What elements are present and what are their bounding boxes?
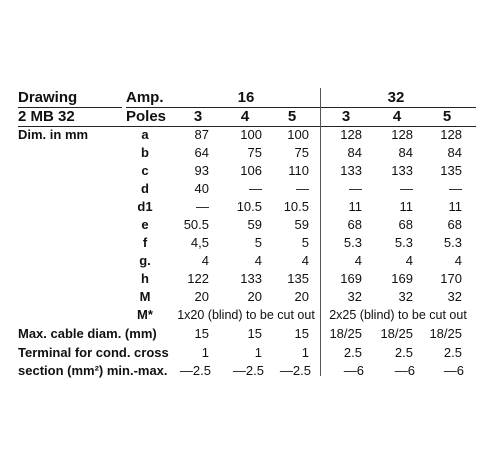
dimension-value: 100 [287, 127, 309, 142]
dimension-value: — [400, 181, 413, 196]
dimension-value: 128 [340, 127, 362, 142]
dimension-label: M [139, 289, 151, 304]
dimension-value: — [296, 181, 309, 196]
dim-label: Dim. in mm [18, 127, 89, 142]
terminal-max-value: —6 [443, 363, 464, 378]
dimension-value: 4 [201, 253, 209, 268]
dimension-value: 68 [398, 217, 413, 232]
poles-header: 3 [193, 108, 203, 125]
poles-header: 5 [442, 108, 452, 125]
terminal-min-value: 1 [301, 345, 309, 360]
dimension-value: 135 [440, 163, 462, 178]
terminal-min-value: 2.5 [394, 345, 413, 360]
dimension-value: 68 [447, 217, 462, 232]
dimension-label: h [141, 271, 149, 286]
dimension-value: 32 [347, 289, 362, 304]
mstar-label: M* [137, 307, 153, 322]
dimension-value: 170 [440, 271, 462, 286]
cable-value: 15 [194, 326, 209, 341]
dimension-label: f [142, 235, 148, 250]
dimension-value: 10.5 [236, 199, 262, 214]
dimension-label: d [141, 181, 149, 196]
dimension-label: b [141, 145, 149, 160]
dimension-value: 10.5 [283, 199, 309, 214]
terminal-max-value: —2.5 [179, 363, 211, 378]
dimension-value: 59 [294, 217, 309, 232]
amp-label: Amp. [126, 89, 164, 106]
dimension-value: 5 [254, 235, 262, 250]
terminal-label-2: section (mm²) min.-max. [18, 363, 168, 378]
dimension-value: 64 [194, 145, 209, 160]
dimension-value: 20 [247, 289, 262, 304]
dimension-value: 100 [240, 127, 262, 142]
terminal-max-value: —2.5 [279, 363, 311, 378]
dimension-value: 4 [301, 253, 309, 268]
cable-value: 15 [247, 326, 262, 341]
dimension-value: 11 [399, 199, 413, 214]
cable-value: 15 [294, 326, 309, 341]
drawing-value: 2 MB 32 [18, 108, 75, 125]
poles-header: 5 [287, 108, 297, 125]
terminal-min-value: 1 [201, 345, 209, 360]
mstar-note-32: 2x25 (blind) to be cut out [329, 308, 467, 322]
dimension-value: 4 [354, 253, 362, 268]
terminal-min-value: 2.5 [343, 345, 362, 360]
dimension-value: 40 [194, 181, 209, 196]
cable-label: Max. cable diam. (mm) [18, 326, 157, 341]
dimension-value: 84 [398, 145, 413, 160]
drawing-label: Drawing [18, 89, 78, 106]
terminal-max-value: —2.5 [232, 363, 264, 378]
dimension-value: 133 [340, 163, 362, 178]
dimension-value: 122 [187, 271, 209, 286]
dimension-value: 75 [247, 145, 262, 160]
dimension-value: 50.5 [183, 217, 209, 232]
dimension-label: d1 [137, 199, 153, 214]
header-rule-left [18, 107, 122, 108]
dimension-value: 4 [254, 253, 262, 268]
dimension-value: 68 [347, 217, 362, 232]
cable-value: 18/25 [329, 326, 362, 341]
poles-header: 4 [392, 108, 402, 125]
terminal-min-value: 2.5 [443, 345, 462, 360]
dimension-value: 4 [454, 253, 462, 268]
poles-label: Poles [126, 108, 167, 125]
poles-header: 3 [341, 108, 351, 125]
dimension-value: 5.3 [443, 235, 462, 250]
dimension-value: 133 [240, 271, 262, 286]
dimension-value: 5 [301, 235, 309, 250]
dimension-label: g. [139, 253, 151, 268]
dimension-value: 75 [294, 145, 309, 160]
dimension-value: 93 [194, 163, 209, 178]
dimension-value: 11 [448, 199, 462, 214]
dimension-value: 128 [391, 127, 413, 142]
poles-header: 4 [240, 108, 250, 125]
dimension-value: 11 [348, 199, 362, 214]
dimension-value: 133 [391, 163, 413, 178]
dimension-value: — [196, 199, 209, 214]
dimension-value: 169 [340, 271, 362, 286]
dimension-value: 4 [405, 253, 413, 268]
dimension-value: — [349, 181, 362, 196]
dimension-value: 84 [347, 145, 362, 160]
dimension-value: 59 [247, 217, 262, 232]
dimension-value: 20 [194, 289, 209, 304]
dimension-value: — [249, 181, 262, 196]
cable-value: 18/25 [380, 326, 413, 341]
dimension-value: 32 [447, 289, 462, 304]
amp-16-header: 16 [237, 89, 255, 106]
terminal-max-value: —6 [394, 363, 415, 378]
dimension-value: — [449, 181, 462, 196]
dimension-value: 169 [391, 271, 413, 286]
dimension-value: 5.3 [394, 235, 413, 250]
amp-32-header: 32 [387, 89, 405, 106]
header-rule-amp [126, 107, 476, 108]
dimension-label: a [141, 127, 149, 142]
dimension-value: 135 [287, 271, 309, 286]
mstar-note-16: 1x20 (blind) to be cut out [177, 308, 315, 322]
dimension-label: e [141, 217, 149, 232]
terminal-label-1: Terminal for cond. cross [18, 345, 169, 360]
dimension-value: 106 [240, 163, 262, 178]
dimension-value: 110 [288, 163, 309, 178]
dimension-value: 32 [398, 289, 413, 304]
dimension-value: 4,5 [190, 235, 209, 250]
dimension-value: 84 [447, 145, 462, 160]
dimension-label: c [141, 163, 149, 178]
dimension-value: 5.3 [343, 235, 362, 250]
dimension-value: 20 [294, 289, 309, 304]
terminal-min-value: 1 [254, 345, 262, 360]
cable-value: 18/25 [429, 326, 462, 341]
dimension-value: 87 [194, 127, 209, 142]
terminal-max-value: —6 [343, 363, 364, 378]
dimension-value: 128 [440, 127, 462, 142]
